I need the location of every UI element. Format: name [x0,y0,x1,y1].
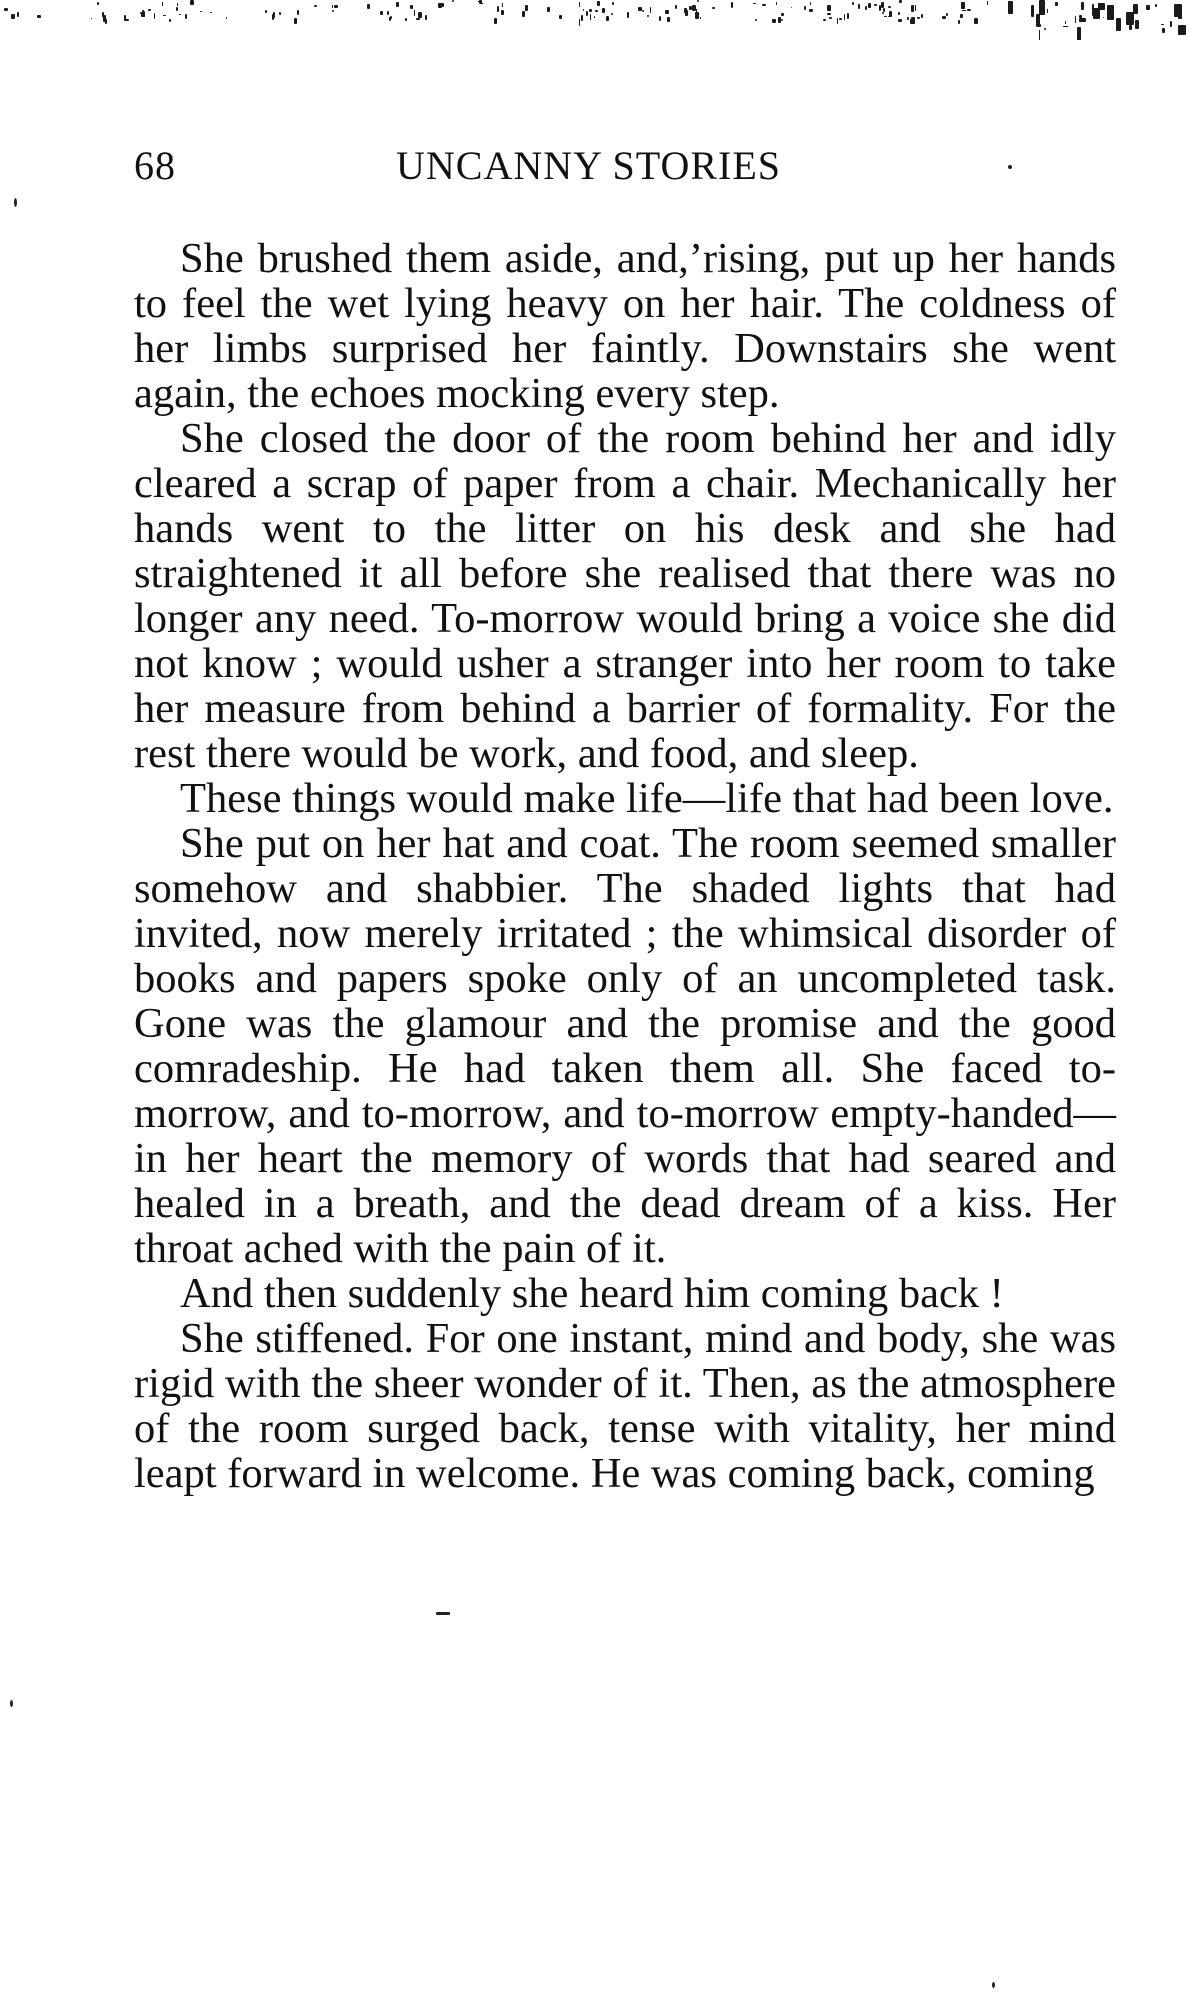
scan-speck [772,19,776,23]
scan-speck [667,17,670,23]
scan-speck [942,16,945,19]
scan-speck [898,19,901,22]
scan-speck [1063,26,1067,27]
page-number: 68 [134,143,176,188]
scan-speck [874,4,877,6]
scan-speck [847,13,849,19]
scan-speck [579,19,580,26]
scan-speck [961,2,965,9]
stray-mark [1008,165,1012,169]
scan-speck [501,10,505,15]
scan-speck [494,18,497,24]
scan-speck [583,9,584,11]
stray-mark [992,1982,995,1988]
scan-speck [547,7,551,12]
paragraph: She put on her hat and coat. The room seemed smaller somehow and shabbier. The shaded lights that had invited, now merely irritated ; the whimsical disorder of books and papers spoke only of an uncompleted task. Gone was the glamour and the promise and the good comradeship. He had taken them all. She faced to-morrow, and to-morrow, and to-morrow empty-handed—in her heart the memory of words that had seared and healed in a breath, and the dead dream of a kiss. Her throat ached with the pain of it. [134,820,1116,1272]
paragraph: These things would make life—life that had been love. [180,775,1114,822]
scan-speck [755,19,757,20]
scan-speck [791,7,792,9]
scan-speck [700,17,702,19]
scan-speck [452,0,455,2]
scan-speck [594,16,595,18]
scan-speck [226,17,227,19]
scan-speck [97,2,98,5]
scan-edge-noise [0,0,1188,40]
scan-speck [265,10,267,13]
scan-speck [595,10,599,12]
scan-speck [884,16,887,17]
scan-speck [852,2,854,5]
scan-speck [827,13,831,14]
scan-speck [1081,2,1084,10]
scan-speck [597,1,601,6]
scan-speck [1135,20,1139,29]
scan-speck [1080,15,1082,19]
body-text [134,236,1116,1496]
scan-speck [1116,18,1121,31]
scan-speck [1075,16,1076,23]
scan-speck [581,15,583,22]
scan-speck [879,5,881,11]
scan-speck [11,14,14,19]
scan-speck [481,3,483,4]
scan-speck [650,7,651,13]
scan-speck [1032,5,1033,6]
scan-speck [602,8,606,13]
scan-speck [1178,25,1186,34]
scan-speck [141,12,145,17]
scan-speck [440,3,444,8]
scan-speck [974,18,978,24]
scan-speck [200,11,201,12]
scan-speck [179,14,181,15]
scan-speck [273,12,275,18]
scan-speck [389,17,390,22]
scan-speck [882,12,884,14]
scan-speck [125,19,128,21]
scan-speck [334,5,338,9]
scan-speck [37,15,41,17]
scan-speck [1031,5,1035,17]
scan-speck [1170,21,1172,27]
scan-speck [962,10,966,12]
scan-speck [921,14,924,18]
scan-speck [314,5,317,7]
scan-speck [589,9,593,13]
scan-speck [638,7,642,11]
stray-mark [10,1700,13,1707]
scan-speck [967,9,970,10]
scan-speck [1129,25,1132,30]
scan-speck [911,5,914,12]
scan-speck [1039,0,1045,15]
scan-speck [294,18,297,24]
scan-speck [1126,12,1134,24]
scan-speck [414,10,416,16]
scan-speck [502,3,504,7]
scan-speck [1055,2,1058,6]
scan-speck [410,5,413,9]
paragraph: She closed the door of the room behind her and idly cleared a scrap of paper from a chair. Mechanically her hands went to the litter on his desk and she had straightened it all before she realised that there was no longer any need. To-morrow would bring a voice she did not know ; would usher a stranger into her room to take her measure from behind a barrier of formality. For the rest there would be work, and food, and sleep. [134,415,1116,777]
scan-speck [162,2,163,7]
scan-speck [279,12,281,15]
scan-speck [1044,28,1045,30]
scan-speck [1161,24,1164,26]
scan-speck [823,19,826,22]
scan-speck [898,12,900,15]
scan-speck [1077,27,1081,40]
scan-speck [612,2,614,5]
stray-mark [436,1612,450,1615]
scan-speck [1047,9,1048,13]
scan-speck [695,12,698,19]
scan-speck [776,2,778,6]
scan-speck [697,0,699,2]
running-title: UNCANNY STORIES [396,143,782,188]
paragraph: She brushed them aside, and,’rising, put up her hands to feel the wet lying heavy on her hair. The coldness of her limbs surprised her faintly. Downstairs she went again, the echoes mocking every step. [134,235,1116,417]
scan-speck [647,15,649,16]
scan-speck [148,9,151,10]
scan-speck [829,17,833,19]
scan-speck [525,5,527,10]
paragraph: And then suddenly she heard him coming back ! [180,1270,1004,1317]
scan-speck [753,3,757,5]
scan-speck [105,19,107,24]
scan-speck [396,2,399,6]
scan-speck [810,2,811,4]
scan-speck [731,2,733,8]
scan-speck [579,2,580,7]
scan-speck [910,19,914,25]
scan-speck [176,7,178,11]
scan-speck [958,20,960,24]
scan-speck [1036,14,1040,26]
scan-speck [416,18,420,20]
scan-speck [611,13,613,15]
scan-speck [685,10,688,17]
scan-speck [946,13,949,16]
scan-speck [1155,4,1157,7]
scan-speck [387,11,389,15]
scan-speck [1065,21,1066,24]
scan-speck [606,16,609,22]
scan-speck [804,6,806,10]
scan-speck [659,16,661,22]
scan-speck [367,4,370,8]
scan-speck [889,11,892,18]
scan-speck [210,12,211,14]
scan-speck [497,6,499,12]
scan-speck [692,5,696,11]
scan-speck [4,8,8,11]
scan-speck [1162,28,1165,32]
scan-speck [899,0,901,3]
scan-speck [781,13,783,15]
stray-mark [14,198,17,207]
scan-speck [418,12,422,18]
scan-speck [858,4,860,8]
scan-speck [915,5,917,12]
scan-speck [665,10,668,14]
scan-speck [888,6,891,7]
scan-speck [425,15,427,20]
scan-speck [1098,3,1105,10]
scan-speck [91,18,93,19]
scan-speck [590,14,592,20]
scan-speck [1174,4,1182,18]
scan-speck [185,14,187,19]
scan-speck [987,1,988,5]
scan-speck [917,17,920,19]
scan-speck [1039,30,1040,40]
scan-speck [17,12,19,16]
scan-speck [1008,1,1013,15]
scan-speck [839,18,843,21]
scan-speck [868,3,871,9]
scan-speck [675,5,676,9]
scan-speck [1146,5,1149,10]
scan-speck [642,10,644,12]
scan-speck [380,11,382,15]
paragraph: She stiffened. For one instant, mind and body, she was rigid with the sheer wonder of it. Then, as the atmosphere of the room surged back, tense with vitality, her mind leapt forward in welcome. He was coming back, coming [134,1315,1116,1497]
scan-speck [190,0,193,5]
scan-speck [1093,8,1100,19]
scan-speck [1133,4,1138,14]
scan-speck [1103,17,1105,18]
scan-speck [522,11,525,17]
scan-speck [154,13,156,19]
scan-speck [960,14,962,18]
scan-speck [865,6,866,10]
scan-speck [169,19,171,22]
scan-speck [559,15,562,18]
scan-speck [844,14,845,20]
scan-speck [781,19,783,21]
scan-speck [627,12,629,19]
scan-speck [907,17,910,20]
scan-speck [1092,4,1094,16]
scan-speck [297,10,299,15]
scan-speck [762,4,766,6]
scan-speck [712,7,715,9]
page-header [134,142,1114,202]
scan-speck [163,15,166,17]
scan-speck [177,3,179,5]
scan-speck [405,18,407,21]
scan-speck [586,11,589,16]
scan-speck [332,10,334,12]
scan-speck [809,9,813,12]
scan-speck [837,18,838,24]
scan-speck [827,5,831,10]
